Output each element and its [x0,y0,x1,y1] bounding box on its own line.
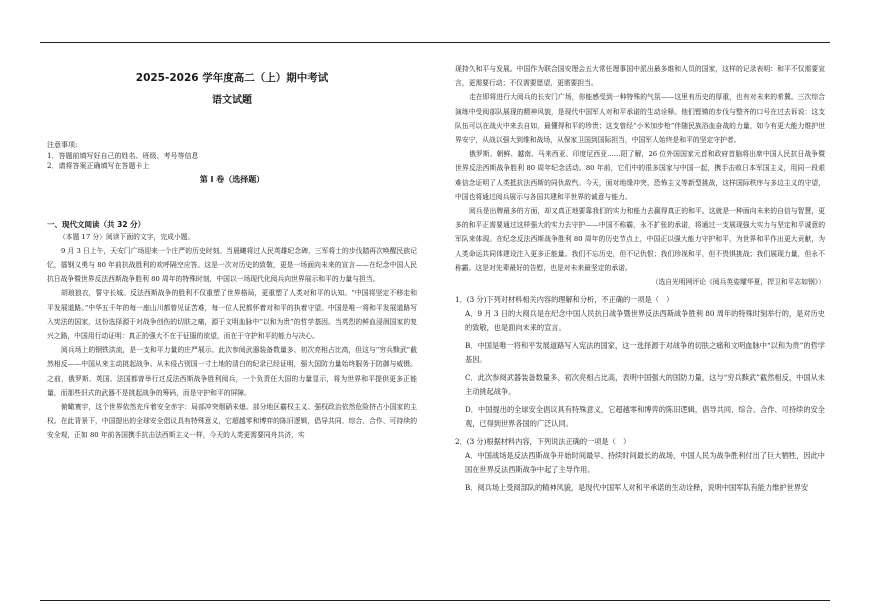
question-1-option-c: C．此次参阅武器装备数量多、初次亮相占比高，表明中国强大的国防力量，这与“穷兵黩武”截然相反，中国从未主动挑起战争。 [465,373,825,397]
notice-block [47,140,417,172]
question-1-option-a: A．9 月 3 日的大阅兵是在纪念中国人民抗日战争暨世界反法西斯战争胜利 80 周年的特殊时刻举行的，是对历史的致敬，也是面向未来的宣言。 [465,309,825,333]
passage-paragraph: 走在即将进行大阅兵的长安门广场，你能感受到一种特殊的气氛——这里有历史的厚重，也有对未来的希冀。三次综合演练中受阅部队展现的精神风貌，是现代中国军人对和平承诺的生动诠释。他们铿锵的步伐与整齐的口号在过去诉说：这支队伍可以在战火中来去自如，最懂得和平的珍贵；这支曾经“小米加步枪”伴随民族浴血奋战的力量，如今有更大能力维护世界安宁，从战以强大到维和战场，从保家卫国到国际担当，中国军人始终是和平的坚定守护者。 [455,93,825,145]
notice-item: 1．答题前填写好自己的姓名、班级、考号等信息 [47,151,199,160]
question-2-option-b: B．阅兵场上受阅部队的精神风貌，是现代中国军人对和平承诺的生动诠释，说明中国军队有能力维护世界安 [465,483,809,493]
passage-paragraph: 阅兵场上的钢铁洪流，是一支和平力量的庄严展示。此次参阅武器装备数量多、初次亮相占比高，但这与“穷兵黩武”截然相反——中国从来主动挑起战争、从未侵占别国一寸土地的清白的纪录已经证明，强大国防力量始终服务于防御与威慑。之前，俄罗斯、英国、法国都曾举行过反法西斯战争胜利阅兵，一个负责任大国的力量显示，将为世界和平提供更多正能量，而那些旧式的武器不是挑起战争的筹码，而是守护和平的屏障。 [47,346,417,397]
question-2-stem: 2．(3 分)根据材料内容，下列说法正确的一项是（ ） [455,437,631,447]
part-intro: （本题 17 分）阅读下面的文字，完成小题。 [59,232,195,241]
question-2-option-a: A．中国战场是反法西斯战争开始时间最早、持续时间最长的战场，中国人民为战争胜利付出了巨大牺牲，因此中国在世界反法西斯战争中起了主导作用。 [465,451,825,475]
notice-heading: 注意事项: [47,141,78,149]
question-1-stem: 1．(3 分)下列对材料相关内容的理解和分析，不正确的一项是（ ） [455,295,674,305]
section-title: 第 I 卷（选择题） [199,174,265,184]
right-column [455,62,825,499]
top-rule [40,42,830,43]
passage-paragraph: 9 月 3 日上午，天安门广场迎来一个庄严的历史时刻。当晨曦将过人民英雄纪念碑，三军将士的步伐踏再次唤醒民族记忆，擂钢义勇与 80 年前抗战胜利的欢呼隔空应答。这是一次对历史的致敬，更是一场面向未来的宣言——在纪念中国人民抗日战争暨世界反法西斯战争胜利 80 周年的特殊时刻，中国以一场现代化阅兵向世界展示和平的力量与担当。 [47,246,417,284]
passage-paragraph: 俯瞰寰宇，这个世界依然充斥着安全赤字：局部冲突烟硝未熄、部分地区霸权主义、强权政治依然危险挤占小国家的主权。在此背景下，中国提出的全球安全倡议具有特殊意义，它超越零和博弈的陈旧逻辑，倡导共同、综合、合作、可持续的安全观，正如 80 年前各国携手抗击法西斯主义一样，今天的人类更需要同舟共济，实 [47,402,417,440]
passage-paragraph: 现持久和平与发展。中国作为联合国安理会五大常任理事国中派出最多维和人员的国家，这样的记录表明：和平不仅需要宣言，更需要行动；不仅需要愿望，更需要担当。 [455,65,825,88]
exam-title: 2025-2026 学年度高二（上）期中考试 [135,72,329,84]
bottom-rule [40,600,830,601]
part-title: 一、现代文阅读（共 32 分） [47,219,146,229]
question-1-option-b: B．中国是唯一将和平发展道路写入宪法的国家，这一选择源于对战争的切肤之痛和文明血脉中“以和为贵”的哲学基因。 [465,341,825,365]
left-column [47,62,417,443]
passage-paragraph: 阅兵是出牌最多的方面，却又真正地要靠我们的实力和能力去赢得真正的和平。这就是一种面向未来的自信与智慧，更多的和平正需要通过这样强大的实力去守护——中国不称霸，永不扩张的承诺，将通过一支展现强大实力与坚定和平诚意的军队来体现。在纪念反法西斯战争胜利 80 周年的历史节点上，中国正以强大能力守护和平，为世界和平作出更大贡献，为人类命运共同体建设注入更多正能量。我们不忘历史，但不记仇恨；我们珍视和平，但不畏惧挑战；我们展现力量，但永不称霸。这是对先辈最好的告慰，也是对未来最坚定的承诺。 [455,207,825,272]
passage-paragraph: 胡琅狼衣，誓守长城。反法西斯战争的胜利不仅重塑了世界格局，更重塑了人类对和平的认知。“中国将坚定不移走和平发展道路。”中华五千年的每一座山川都曾见证苦难，每一位人民都怀着对和平的执着守望。中国是唯一将和平发展道路写入宪法的国家，这份选择源于对战争创伤的切肤之痛，源于文明血脉中“以和为贵”的哲学基因。当英烈的鲜血浸润国家的复兴之路，中国用行动证明：真正的强大不在于征服的欲望，而在于守护和平的能力与决心。 [47,289,417,340]
passage-paragraph: 俄罗斯、朝鲜、越南、马来西亚、印度尼西亚……阳了解，26 位外国国家元首和政府首脑将出席中国人民抗日战争暨世界反法西斯战争胜利 80 周年纪念活动。80 年前，它们中的很多国家与中国一起，携手击败日本军国主义，用同一段艰难信念证明了人类抵抗法西斯的同仇敌忾。今天，面对地缘冲突、恐怖主义等新型挑战，这样国际秩序与多边主义的守望，中国也将通过阅兵展示与各国共建和平世界的诚意与能力。 [455,150,825,201]
passage-source: （选自光明网评论《阅兵英姿耀华夏，捍卫和平志如钢》） [651,278,825,287]
exam-subtitle: 语文试题 [212,95,252,106]
notice-item: 2．请将答案正确填写在答题卡上 [47,162,150,170]
question-1-option-d: D．中国提出的全球安全倡议具有特殊意义，它超越零和博弈的陈旧逻辑，倡导共同、综合、合作、可持续的安全观，已得到世界各国的广泛认同。 [465,405,825,429]
